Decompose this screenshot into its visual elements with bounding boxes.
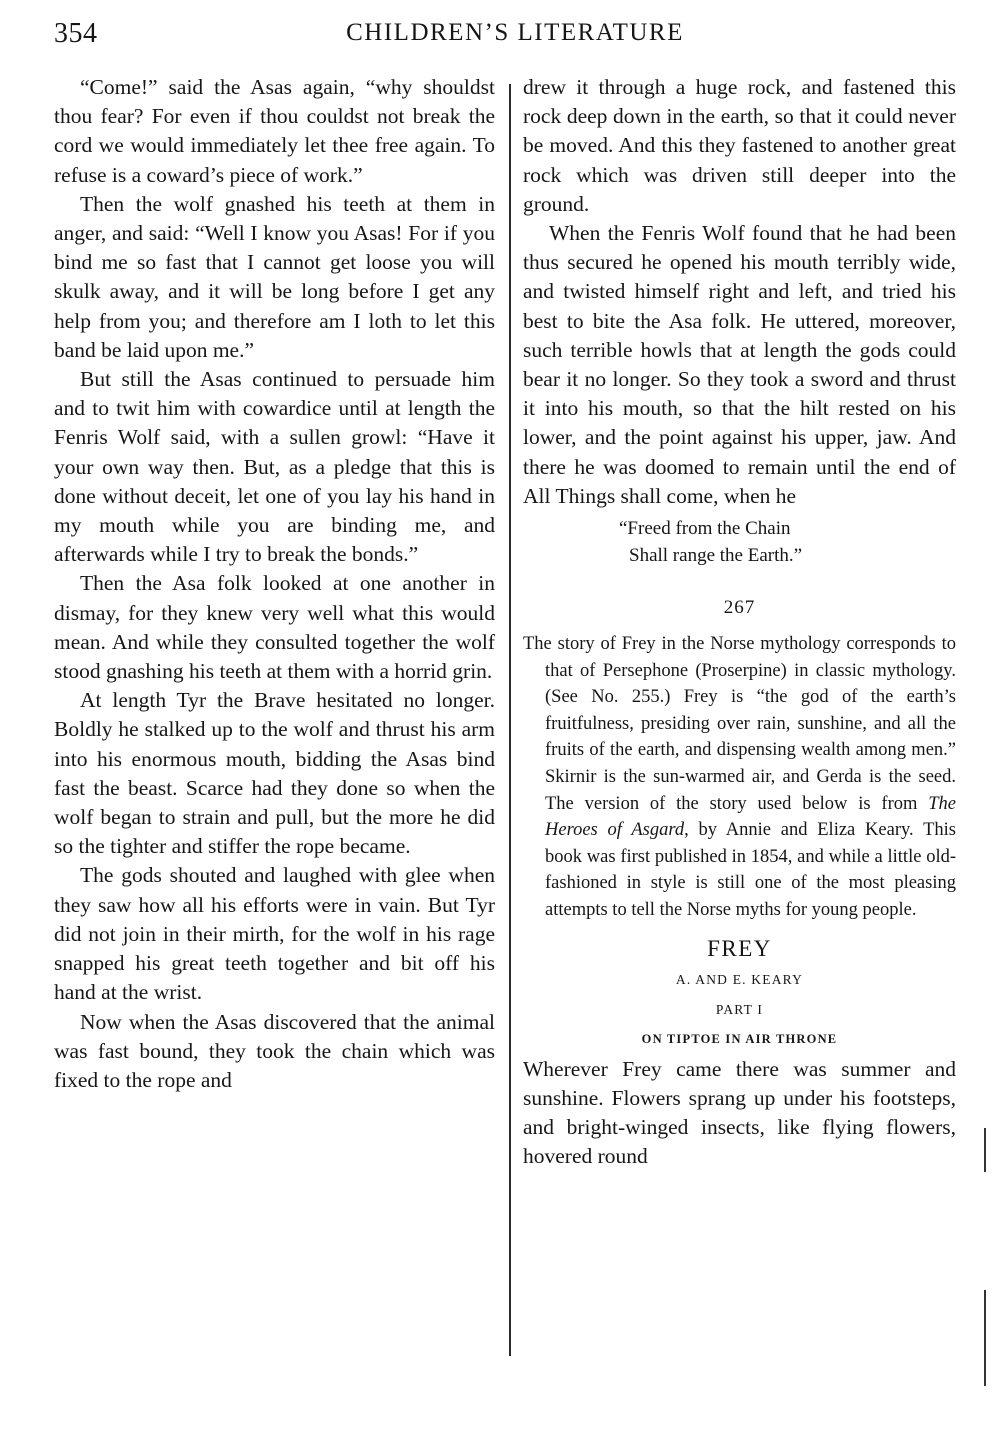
- edge-mark: [984, 1290, 986, 1386]
- paragraph: Then the wolf gnashed his teeth at them in anger, and said: “Well I know you Asas! For if you bind me so fast that I cannot get loose you will skulk away, and it will be long before I get any help from you; and therefore am I loth to let this band be laid upon me.”: [54, 191, 495, 362]
- paragraph: But still the Asas continued to persuade him and to twit him with cowardice until at length the Fenris Wolf said, with a sullen growl: “Have it your own way then. But, as a pledge that this is done without deceit, let one of you lay his hand in my mouth while you are binding me, and afterwards while I try to break the bonds.”: [54, 367, 495, 567]
- running-title: CHILDREN’S LITERATURE: [346, 19, 684, 46]
- verse-line: “Freed from the Chain: [619, 518, 791, 540]
- story-opening-paragraph: Wherever Frey came there was summer and sunshine. Flowers sprang up under his footsteps, and bright-winged insects, like flying flowers, hovered round: [523, 1056, 956, 1169]
- chapter-title: ON TIPTOE IN AIR THRONE: [641, 1031, 838, 1046]
- page-number: 354: [54, 18, 98, 49]
- editorial-note: [523, 631, 956, 924]
- note-text: , by Annie and Eliza Keary. This book was first published in 1854, and while a little old-fashioned in style is still one of the most pleasing attempts to tell the Norse myths for young people.: [545, 820, 956, 920]
- edge-mark: [984, 1128, 986, 1172]
- selection-number: 267: [723, 597, 756, 619]
- story-title: FREY: [707, 935, 772, 961]
- paragraph: When the Fenris Wolf found that he had been thus secured he opened his mouth terribly wide, and twisted himself right and left, and tried his best to bite the Asa folk. He uttered, moreover, such terrible howls that at length the gods could bear it no longer. So they took a sword and thrust it into his mouth, so that the hilt rested on his lower, and the point against his upper, jaw. And there he was doomed to remain until the end of All Things shall come, when he: [523, 221, 956, 508]
- paragraph: “Come!” said the Asas again, “why shouldst thou fear? For even if thou couldst not break the cord we would immediately let thee free again. To refuse is a coward’s piece of work.”: [54, 75, 495, 187]
- paragraph: Now when the Asas discovered that the animal was fast bound, they took the chain which was fixed to the rope and: [54, 1009, 495, 1092]
- paragraph: drew it through a huge rock, and fastened this rock deep down in the earth, so that it could never be moved. And this they fastened to another great rock which was driven still deeper into the ground.: [523, 75, 956, 216]
- verse-quote: [523, 515, 956, 569]
- story-author: A. AND E. KEARY: [675, 971, 804, 987]
- book-title: The Heroes of Asgard: [545, 793, 956, 841]
- column-divider: [509, 84, 511, 1356]
- paragraph: The gods shouted and laughed with glee when they saw how all his efforts were in vain. But Tyr did not join in their mirth, for the wolf in his rage snapped his great teeth together and bit off his hand at the wrist.: [54, 863, 495, 1005]
- right-column: [523, 73, 956, 1171]
- left-column: [54, 73, 495, 1095]
- paragraph: At length Tyr the Brave hesitated no longer. Boldly he stalked up to the wolf and thrust his arm into his enormous mouth, bidding the Asas bind fast the beast. Scarce had they done so when the wolf began to strain and pull, but the more he did so the tighter and stiffer the rope became.: [54, 688, 495, 859]
- verse-line: Shall range the Earth.”: [629, 545, 803, 567]
- note-text: The story of Frey in the Norse mythology corresponds to that of Persephone (Proserpine) in classic mythology. (See No. 255.) Frey is “the god of the earth’s fruitfulness, presiding over rain, sunshine, and all the fruits of the earth, and dispensing wealth among men.” Skirnir is the sun-warmed air, and Gerda is the seed. The version of the story used below is from: [523, 634, 956, 814]
- paragraph: Then the Asa folk looked at one another in dismay, for they knew very well what this would mean. And while they consulted together the wolf stood gnashing his teeth at them with a horrid grin.: [54, 571, 495, 684]
- story-part: PART I: [715, 1001, 764, 1017]
